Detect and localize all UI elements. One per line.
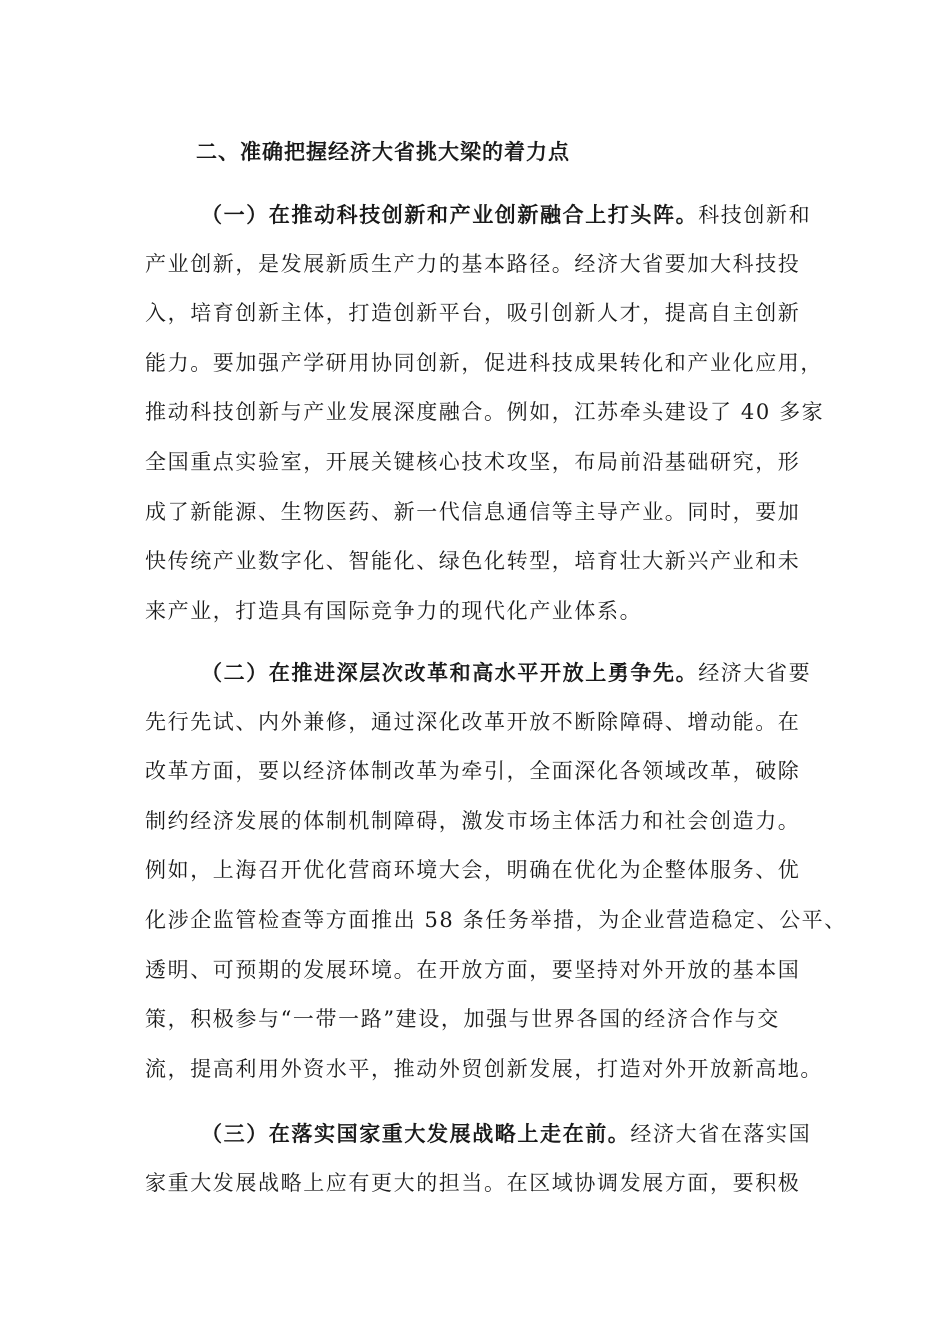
paragraph-line: 入，培育创新主体，打造创新平台，吸引创新人才，提高自主创新 — [145, 301, 801, 326]
paragraph-line: 快传统产业数字化、智能化、绿色化转型，培育壮大新兴产业和未 — [145, 549, 801, 574]
paragraph-line: 流，提高利用外资水平，推动外贸创新发展，打造对外开放新高地。 — [145, 1056, 823, 1081]
paragraph-1 — [145, 190, 825, 636]
paragraph-line: 改革方面，要以经济体制改革为牵引，全面深化各领域改革，破除 — [145, 759, 801, 784]
paragraph-line: 产业创新，是发展新质生产力的基本路径。经济大省要加大科技投 — [145, 251, 801, 276]
paragraph-line: 例如，上海召开优化营商环境大会，明确在优化为企整体服务、优 — [145, 858, 801, 883]
paragraph-line: 先行先试、内外兼修，通过深化改革开放不断除障碍、增动能。在 — [145, 709, 801, 734]
paragraph-line-text: 经济大省要 — [698, 661, 812, 685]
paragraph-lead: （一）在推动科技创新和产业创新融合上打头阵。 — [201, 202, 699, 227]
paragraph-line: 化涉企监管检查等方面推出 58 条任务举措，为企业营造稳定、公平、 — [145, 907, 847, 932]
paragraph-line: 制约经济发展的体制机制障碍，激发市场主体活力和社会创造力。 — [145, 808, 801, 833]
paragraph-line: 全国重点实验室，开展关键核心技术攻坚，布局前沿基础研究，形 — [145, 449, 801, 474]
paragraph-lead: （三）在落实国家重大发展战略上走在前。 — [201, 1121, 631, 1146]
paragraph-line: 推动科技创新与产业发展深度融合。例如，江苏牵头建设了 40 多家 — [145, 400, 825, 425]
paragraph-line-text: 经济大省在落实国 — [630, 1122, 812, 1146]
paragraph-line-text: 科技创新和 — [698, 203, 812, 227]
paragraph-line: 成了新能源、生物医药、新一代信息通信等主导产业。同时，要加 — [145, 499, 801, 524]
paragraph-line — [145, 648, 815, 698]
paragraph-line: 能力。要加强产学研用协同创新，促进科技成果转化和产业化应用， — [145, 350, 823, 375]
paragraph-line: 透明、可预期的发展环境。在开放方面，要坚持对外开放的基本国 — [145, 957, 801, 982]
paragraph-line: 来产业，打造具有国际竞争力的现代化产业体系。 — [145, 598, 643, 623]
paragraph-lead: （二）在推进深层次改革和高水平开放上勇争先。 — [201, 660, 699, 685]
paragraph-3 — [145, 1109, 815, 1208]
paragraph-2 — [145, 648, 847, 1094]
paragraph-line: 家重大发展战略上应有更大的担当。在区域协调发展方面，要积极 — [145, 1170, 801, 1195]
paragraph-line — [145, 1109, 815, 1159]
section-heading: 二、准确把握经济大省挑大梁的着力点 — [196, 139, 570, 164]
paragraph-line — [145, 190, 815, 240]
paragraph-line: 策，积极参与“一带一路”建设，加强与世界各国的经济合作与交 — [145, 1007, 780, 1032]
